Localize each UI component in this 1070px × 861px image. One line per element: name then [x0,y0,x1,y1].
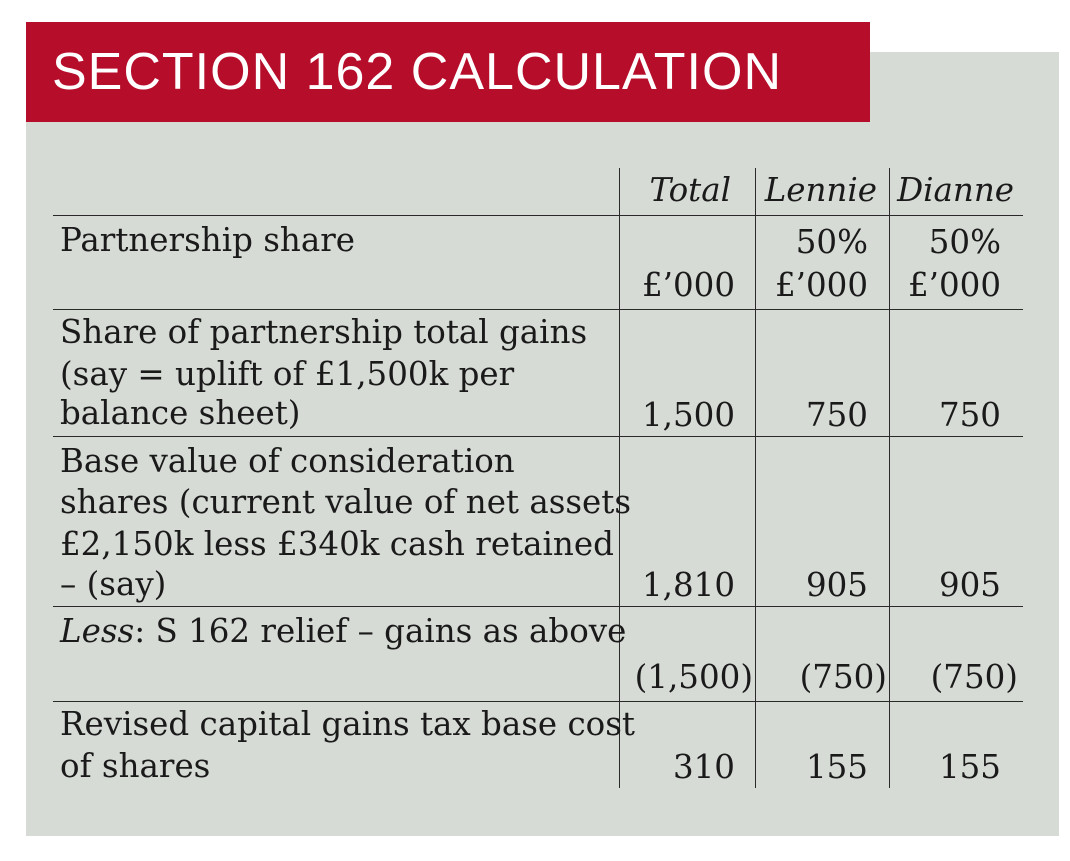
page-title: SECTION 162 CALCULATION [52,43,783,101]
column-header-dianne: Dianne [897,171,1014,209]
revised-dianne: 155 [938,748,1001,786]
column-divider-dianne [889,168,890,788]
revised-lennie: 155 [805,748,868,786]
base-value-dianne: 905 [938,566,1001,604]
relief-dianne: (750) [930,658,1018,696]
unit-dianne: £’000 [907,266,1001,304]
unit-total: £’000 [641,266,735,304]
row-divider-header [53,215,1023,216]
less-label: Less [60,612,135,650]
row-divider-share [53,309,1023,310]
share-gains-dianne: 750 [938,396,1001,434]
row-label-revised-line1: Revised capital gains tax base cost [60,705,635,743]
row-divider-relief [53,701,1023,702]
row-label-share-gains-line1: Share of partnership total gains [60,313,588,351]
row-label-base-value-line1: Base value of consideration [60,442,515,480]
relief-total: (1,500) [634,658,753,696]
share-gains-lennie: 750 [805,396,868,434]
row-label-base-value-line2: shares (current value of net assets [60,483,632,521]
relief-lennie: (750) [799,658,887,696]
revised-total: 310 [672,748,735,786]
dianne-share-percent: 50% [928,223,1001,261]
row-label-base-value-line3: £2,150k less £340k cash retained [60,525,614,563]
column-divider-total [619,168,620,788]
row-label-less-relief [60,613,626,649]
unit-lennie: £’000 [774,266,868,304]
row-label-share-gains-line3: balance sheet) [60,394,301,432]
row-label-partnership-share: Partnership share [60,221,355,259]
row-divider-base [53,606,1023,607]
base-value-lennie: 905 [805,566,868,604]
column-divider-lennie [755,168,756,788]
share-gains-total: 1,500 [641,396,735,434]
base-value-total: 1,810 [641,566,735,604]
row-label-base-value-line4: – (say) [60,565,167,603]
row-label-revised-line2: of shares [60,747,211,785]
row-divider-gains [53,436,1023,437]
row-label-share-gains-line2: (say = uplift of £1,500k per [60,355,515,393]
relief-label: : S 162 relief – gains as above [134,612,627,650]
lennie-share-percent: 50% [795,223,868,261]
column-header-lennie: Lennie [764,171,877,209]
column-header-total: Total [649,171,731,209]
